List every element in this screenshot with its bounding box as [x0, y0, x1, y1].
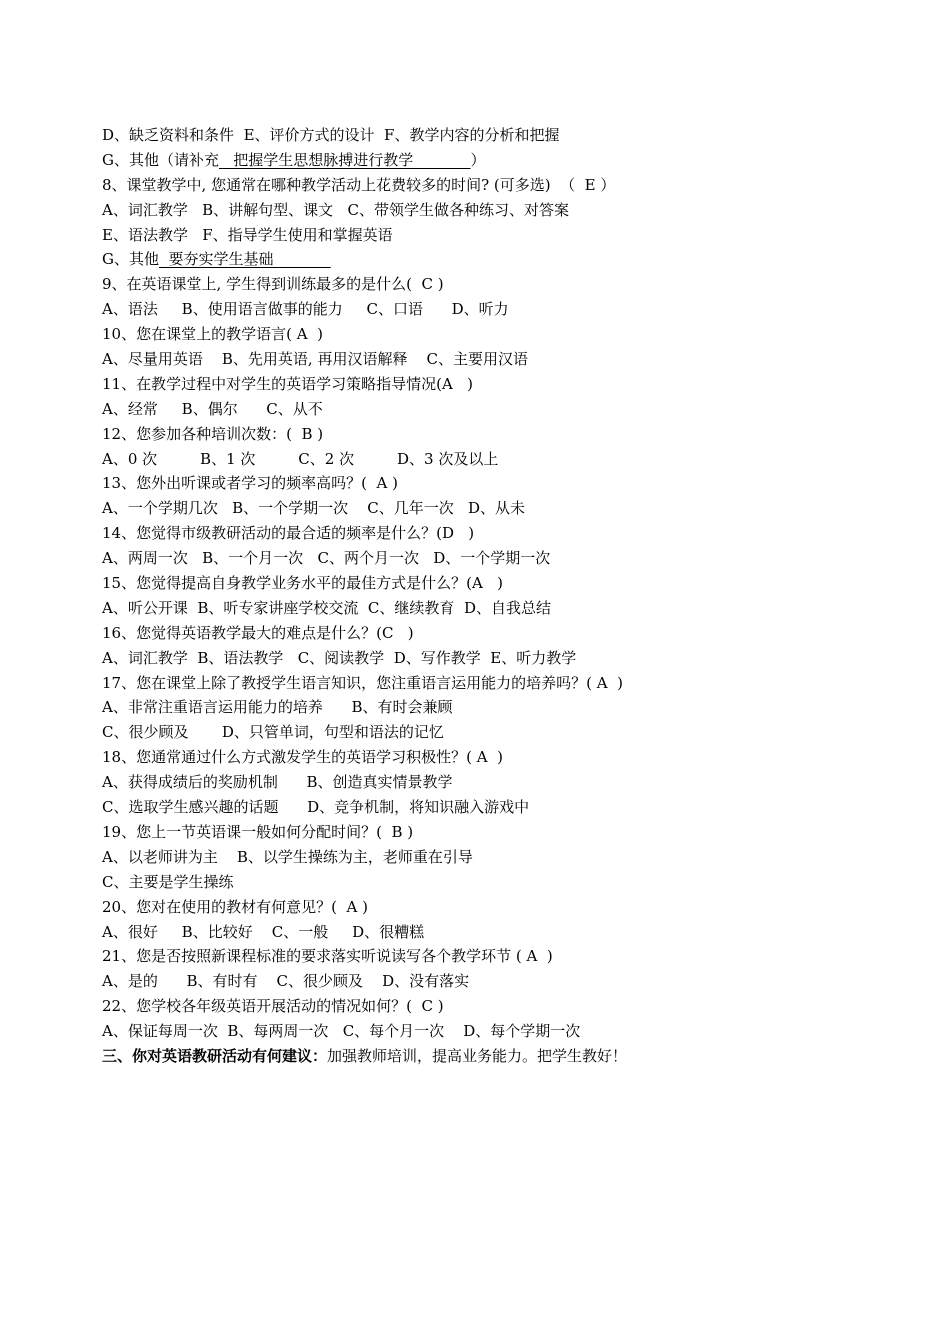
options-11: A、经常 B、偶尔 C、从不: [102, 399, 323, 418]
options-13: A、一个学期几次 B、一个学期一次 C、几年一次 D、从未: [102, 499, 526, 518]
question-10: 10、您在课堂上的教学语言( A ): [102, 325, 323, 344]
options-10: A、尽量用英语 B、先用英语, 再用汉语解释 C、主要用汉语: [102, 350, 529, 369]
question-18: 18、您通常通过什么方式激发学生的英语学习积极性？( A ): [102, 748, 503, 767]
section-3-suggestion: [102, 1044, 882, 1069]
options-16: A、词汇教学 B、语法教学 C、阅读教学 D、写作教学 E、听力教学: [102, 648, 577, 667]
closing-paren: ）: [470, 150, 486, 169]
question-20: 20、您对在使用的教材有何意见？( A ): [102, 897, 368, 916]
question-17: 17、您在课堂上除了教授学生语言知识，您注重语言运用能力的培养吗？( A ): [102, 673, 623, 692]
options-8-a: A、词汇教学 B、讲解句型、课文 C、带领学生做各种练习、对答案: [102, 200, 569, 219]
question-8: 8、课堂教学中, 您通常在哪种教学活动上花费较多的时间? (可多选) （ E ）: [102, 175, 616, 194]
options-15: A、听公开课 B、听专家讲座学校交流 C、继续教育 D、自我总结: [102, 598, 551, 617]
options-22: A、保证每周一次 B、每两周一次 C、每个月一次 D、每个学期一次: [102, 1022, 581, 1041]
question-19: 19、您上一节英语课一般如何分配时间？( B ): [102, 822, 414, 841]
question-16: 16、您觉得英语教学最大的难点是什么？(C ): [102, 623, 414, 642]
options-17-cd: C、很少顾及 D、只管单词，句型和语法的记忆: [102, 723, 444, 742]
options-19-ab: A、以老师讲为主 B、以学生操练为主，老师重在引导: [102, 847, 473, 866]
options-17-ab: A、非常注重语言运用能力的培养 B、有时会兼顾: [102, 698, 453, 717]
line-1: D、缺乏资料和条件 E、评价方式的设计 F、教学内容的分析和把握: [102, 126, 560, 144]
question-14: 14、您觉得市级教研活动的最合适的频率是什么？(D ): [102, 524, 475, 543]
options-8-g: [102, 247, 882, 272]
section-heading: 三、你对英语教研活动有何建议：: [102, 1046, 328, 1065]
other-prompt: G、其他（请补充: [102, 150, 219, 169]
filled-answer: 要夯实学生基础: [158, 250, 331, 269]
question-12: 12、您参加各种培训次数：( B ): [102, 424, 324, 443]
line-2: [102, 148, 882, 173]
options-8-e: E、语法教学 F、指导学生使用和掌握英语: [102, 225, 393, 244]
question-11: 11、在教学过程中对学生的英语学习策略指导情况(A ): [102, 374, 473, 393]
options-21: A、是的 B、有时有 C、很少顾及 D、没有落实: [102, 972, 470, 991]
options-12: A、0 次 B、1 次 C、2 次 D、3 次及以上: [102, 449, 499, 468]
options-14: A、两周一次 B、一个月一次 C、两个月一次 D、一个学期一次: [102, 549, 551, 568]
filled-answer: 把握学生思想脉搏进行教学: [218, 150, 471, 169]
options-20: A、很好 B、比较好 C、一般 D、很糟糕: [102, 922, 425, 941]
question-9: 9、在英语课堂上, 学生得到训练最多的是什么( C ): [102, 275, 444, 294]
options-18-ab: A、获得成绩后的奖励机制 B、创造真实情景教学: [102, 773, 453, 792]
options-18-cd: C、选取学生感兴趣的话题 D、竞争机制，将知识融入游戏中: [102, 798, 530, 817]
question-15: 15、您觉得提高自身教学业务水平的最佳方式是什么？(A ): [102, 574, 503, 593]
suggestion-answer: 加强教师培训，提高业务能力。把学生教好！: [327, 1046, 628, 1065]
survey-content: [102, 123, 882, 1069]
question-22: 22、您学校各年级英语开展活动的情况如何？( C ): [102, 997, 444, 1016]
question-21: 21、您是否按照新课程标准的要求落实听说读写各个教学环节 ( A ): [102, 947, 553, 966]
options-19-c: C、主要是学生操练: [102, 872, 234, 891]
options-9: A、语法 B、使用语言做事的能力 C、口语 D、听力: [102, 300, 509, 319]
question-13: 13、您外出听课或者学习的频率高吗？( A ): [102, 474, 398, 493]
other-prompt: G、其他: [102, 250, 159, 269]
